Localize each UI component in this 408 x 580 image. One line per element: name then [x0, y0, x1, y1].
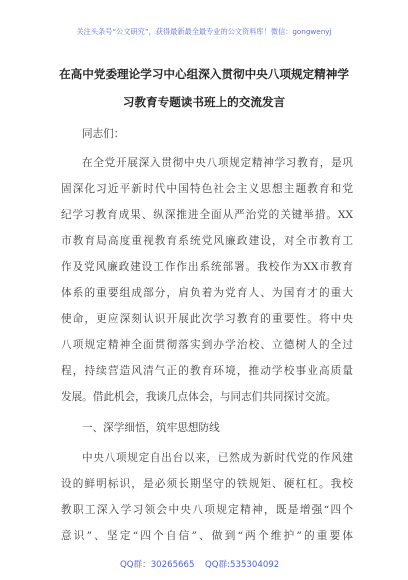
section-line: 中央八项规定自出台以来，已然成为新时代党的作风建 [82, 452, 353, 464]
document-title-line-1: 在高中党委理论学习中心组深入贯彻中央八项规定精神学 [59, 67, 349, 81]
body-line: 固深化习近平新时代中国特色社会主义思想主题教育和党 [61, 183, 353, 195]
body-line: 在全党开展深入贯彻中央八项规定精神学习教育，是巩 [82, 157, 353, 169]
body-line: 体系的重要组成部分，肩负着为党育人、为国育才的重大 [61, 287, 353, 299]
section-line: 设的鲜明标识，是必须长期坚守的铁规矩、硬杠杠。我校 [61, 478, 353, 490]
footer-qq-group-2[interactable]: QQ群:535304092 [205, 560, 280, 570]
document-title-line-2: 习教育专题读书班上的交流发言 [122, 95, 286, 109]
body-line: 纪学习教育成果、纵深推进全面从严治党的关键举措。XX [61, 209, 353, 221]
footer-qq-group-1[interactable]: QQ群：30265665 [120, 560, 195, 570]
body-line: 程，持续营造风清气正的教育环境，推动学校事业高质量 [61, 365, 353, 377]
greeting: 同志们： [82, 128, 125, 140]
body-line: 作及党风廉政建设工作作出系统部署。我校作为XX市教育 [61, 261, 353, 273]
body-line: 市教育局高度重视教育系统党风廉政建设，对全市教育工 [61, 235, 353, 247]
section-line: 意识”、坚定“四个自信”、做到“两个维护”的重要体 [61, 530, 353, 542]
promo-banner[interactable]: 关注头条号“公文研究”，获得最新最全最专业的公文资料库！微信：gongwenyj [76, 27, 332, 36]
body-line: 使命，更应深刻认识开展此次学习教育的重要性。将中央 [61, 313, 353, 325]
body-line: 八项规定精神全面贯彻落实到办学治校、立德树人的全过 [61, 339, 353, 351]
section-heading: 一、深学细悟，筑牢思想防线 [82, 422, 220, 434]
section-line: 教职工深入学习领会中央八项规定精神，既是增强“四个 [61, 504, 353, 516]
body-line: 发展。借此机会，我谈几点体会，与同志们共同探讨交流。 [61, 391, 337, 403]
